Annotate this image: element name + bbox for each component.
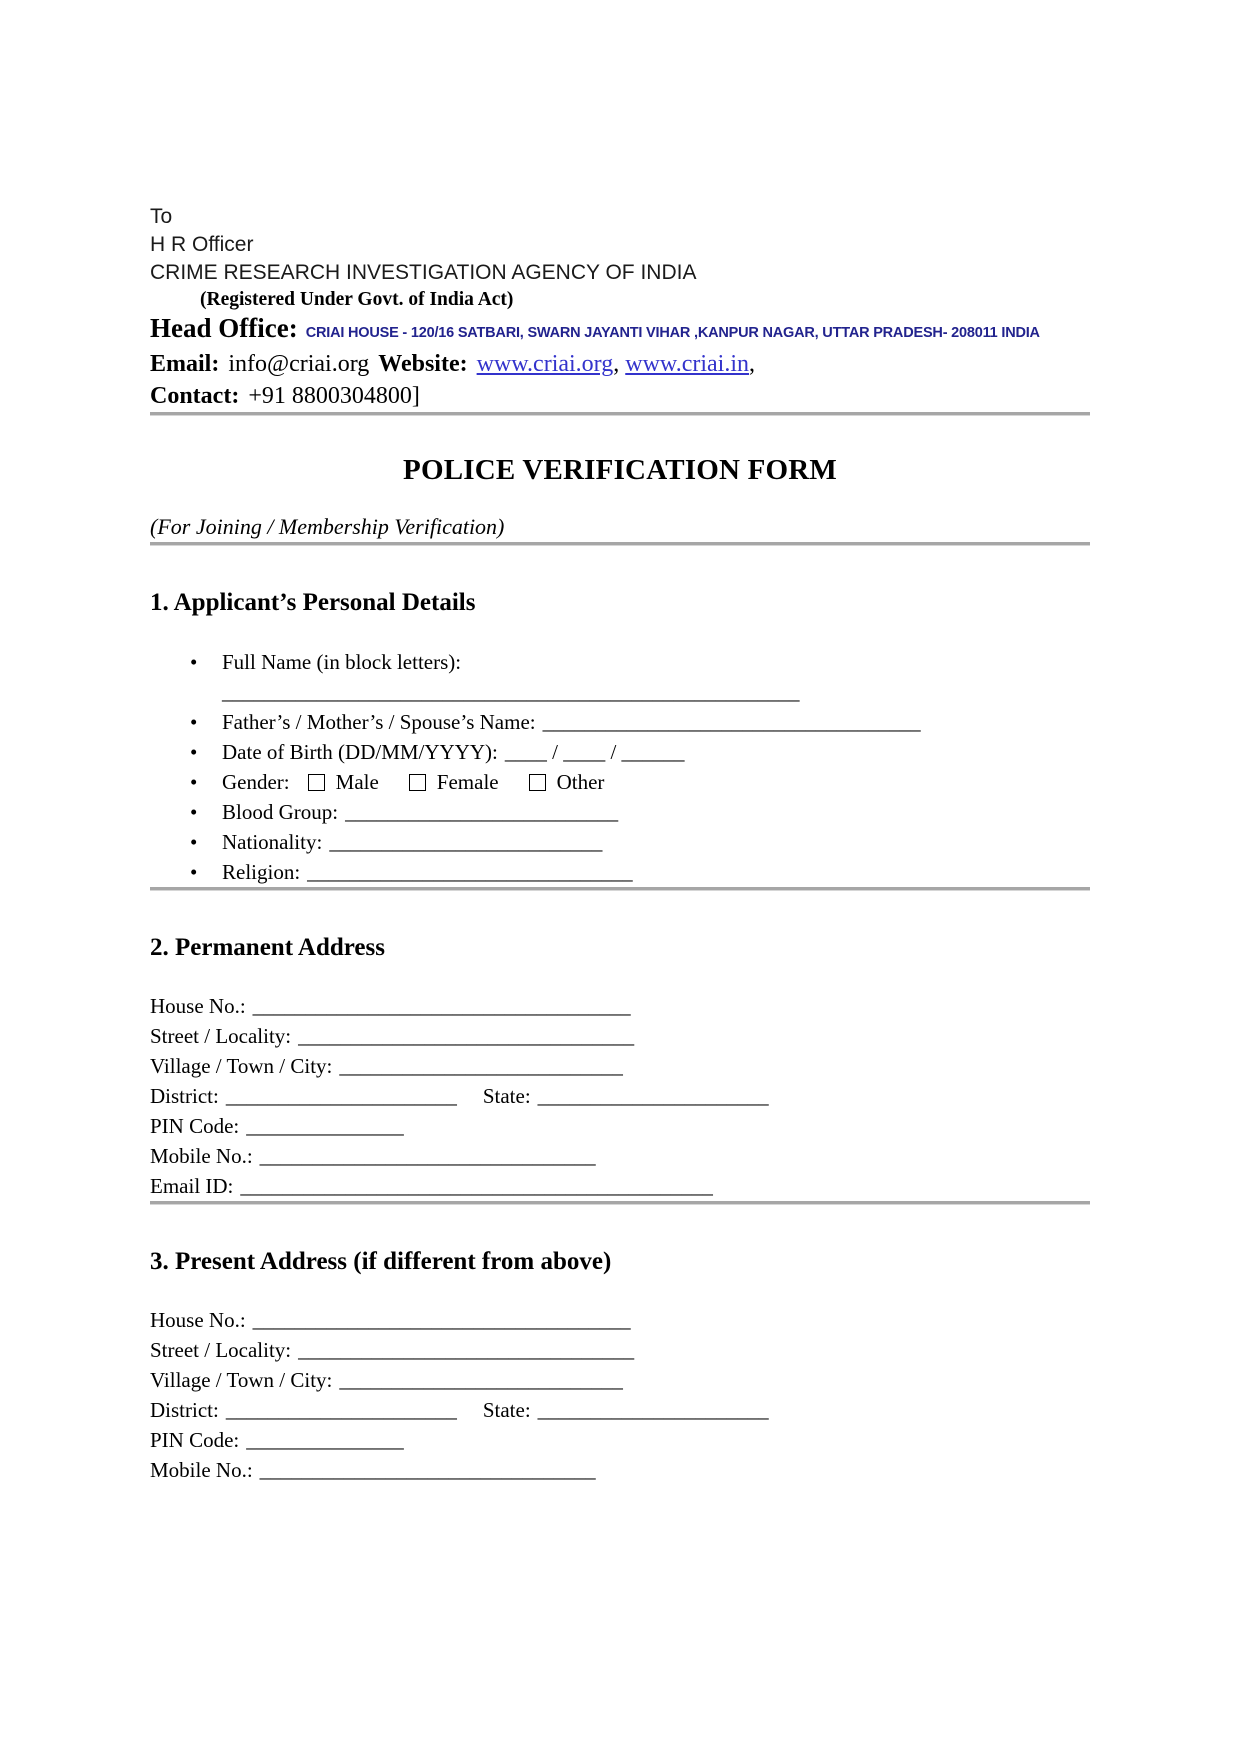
present-address-fields (150, 1305, 1090, 1485)
field-permanent-pin (150, 1111, 1090, 1141)
section-1-heading: 1. Applicant’s Personal Details (150, 589, 476, 616)
divider-after-section-2 (150, 1201, 1090, 1205)
village-label: Village / Town / City: (150, 1368, 333, 1392)
mobile-blank: ________________________________ (259, 1144, 596, 1168)
state-blank: ______________________ (537, 1398, 769, 1422)
head-office-address: CRIAI HOUSE - 120/16 SATBARI, SWARN JAYANTI VIHAR ,KANPUR NAGAR, UTTAR PRADESH- 208011 INDIA (305, 325, 1040, 341)
divider-after-title (150, 542, 1090, 546)
field-present-street (150, 1335, 1090, 1365)
bullet-blood-group (150, 797, 1090, 827)
street-blank: ________________________________ (298, 1338, 635, 1362)
gender-option-female (409, 770, 499, 794)
field-present-mobile (150, 1455, 1090, 1485)
house-blank: ____________________________________ (252, 1308, 631, 1332)
mobile-label: Mobile No.: (150, 1144, 253, 1168)
checkbox-other-icon (529, 774, 546, 791)
parent-name-blank: ____________________________________ (542, 710, 921, 734)
district-blank: ______________________ (225, 1398, 457, 1422)
gender-other-label: Other (556, 770, 605, 794)
blood-group-blank: __________________________ (345, 800, 619, 824)
field-permanent-email-id (150, 1171, 1090, 1201)
gender-female-label: Female (436, 770, 499, 794)
field-permanent-village (150, 1051, 1090, 1081)
nationality-blank: __________________________ (329, 830, 603, 854)
section-2-heading: 2. Permanent Address (150, 934, 385, 961)
agency-name: CRIME RESEARCH INVESTIGATION AGENCY OF INDIA (150, 261, 697, 284)
pin-label: PIN Code: (150, 1114, 240, 1138)
dob-blank: ____ / ____ / ______ (504, 740, 685, 764)
bullet-religion (150, 857, 1090, 887)
religion-blank: _______________________________ (307, 860, 633, 884)
village-label: Village / Town / City: (150, 1054, 333, 1078)
blood-group-label: Blood Group: (222, 800, 339, 824)
website-link-org[interactable]: www.criai.org (476, 351, 614, 377)
bullet-dob (150, 737, 1090, 767)
full-name-blank: _______________________________________________________ (222, 680, 800, 704)
email-id-blank: _____________________________________________ (240, 1174, 713, 1198)
state-label: State: (482, 1084, 531, 1108)
personal-details-list (150, 647, 1090, 887)
nationality-label: Nationality: (222, 830, 323, 854)
pin-blank: _______________ (246, 1428, 404, 1452)
permanent-address-fields (150, 991, 1090, 1201)
gender-option-male (308, 770, 379, 794)
website-trailing-comma: , (749, 351, 755, 377)
gender-label: Gender: (222, 770, 290, 794)
field-present-village (150, 1365, 1090, 1395)
divider-top (150, 412, 1090, 416)
district-blank: ______________________ (225, 1084, 457, 1108)
dob-label: Date of Birth (DD/MM/YYYY): (222, 740, 498, 764)
field-present-district-state (150, 1395, 1090, 1425)
district-label: District: (150, 1084, 219, 1108)
email-label: Email: (150, 351, 220, 377)
bullet-gender (150, 767, 1090, 797)
pin-blank: _______________ (246, 1114, 404, 1138)
field-present-pin (150, 1425, 1090, 1455)
website-link-in[interactable]: www.criai.in (625, 351, 749, 377)
village-blank: ___________________________ (339, 1054, 623, 1078)
district-label: District: (150, 1398, 219, 1422)
street-blank: ________________________________ (298, 1024, 635, 1048)
field-present-house (150, 1305, 1090, 1335)
bullet-nationality (150, 827, 1090, 857)
form-subtitle: (For Joining / Membership Verification) (150, 514, 505, 539)
contact-label: Contact: (150, 383, 240, 409)
house-label: House No.: (150, 994, 246, 1018)
recipient-officer: H R Officer (150, 233, 254, 256)
mobile-blank: ________________________________ (259, 1458, 596, 1482)
email-value: info@criai.org (228, 351, 370, 377)
house-label: House No.: (150, 1308, 246, 1332)
field-permanent-house (150, 991, 1090, 1021)
gender-option-other (529, 770, 605, 794)
village-blank: ___________________________ (339, 1368, 623, 1392)
full-name-blank-line (150, 677, 1090, 707)
state-label: State: (482, 1398, 531, 1422)
form-title: POLICE VERIFICATION FORM (403, 454, 837, 486)
checkbox-female-icon (409, 774, 426, 791)
website-label: Website: (378, 351, 468, 377)
street-label: Street / Locality: (150, 1338, 292, 1362)
state-blank: ______________________ (537, 1084, 769, 1108)
divider-after-section-1 (150, 887, 1090, 891)
contact-line (150, 380, 1090, 412)
field-permanent-district-state (150, 1081, 1090, 1111)
email-website-line (150, 348, 1090, 380)
head-office-label: Head Office: (150, 313, 298, 343)
contact-value: +91 8800304800] (248, 383, 420, 409)
recipient-to: To (150, 205, 173, 228)
full-name-label: Full Name (in block letters): (222, 650, 462, 674)
gender-male-label: Male (335, 770, 379, 794)
house-blank: ____________________________________ (252, 994, 631, 1018)
parent-name-label: Father’s / Mother’s / Spouse’s Name: (222, 710, 536, 734)
email-id-label: Email ID: (150, 1174, 234, 1198)
website-link-separator: , (613, 351, 626, 377)
mobile-label: Mobile No.: (150, 1458, 253, 1482)
field-permanent-mobile (150, 1141, 1090, 1171)
field-permanent-street (150, 1021, 1090, 1051)
head-office-line (150, 313, 1090, 348)
checkbox-male-icon (308, 774, 325, 791)
section-3-heading: 3. Present Address (if different from above) (150, 1248, 612, 1275)
bullet-parent-name (150, 707, 1090, 737)
pin-label: PIN Code: (150, 1428, 240, 1452)
street-label: Street / Locality: (150, 1024, 292, 1048)
registered-note: (Registered Under Govt. of India Act) (200, 289, 514, 310)
bullet-full-name (150, 647, 1090, 677)
religion-label: Religion: (222, 860, 301, 884)
